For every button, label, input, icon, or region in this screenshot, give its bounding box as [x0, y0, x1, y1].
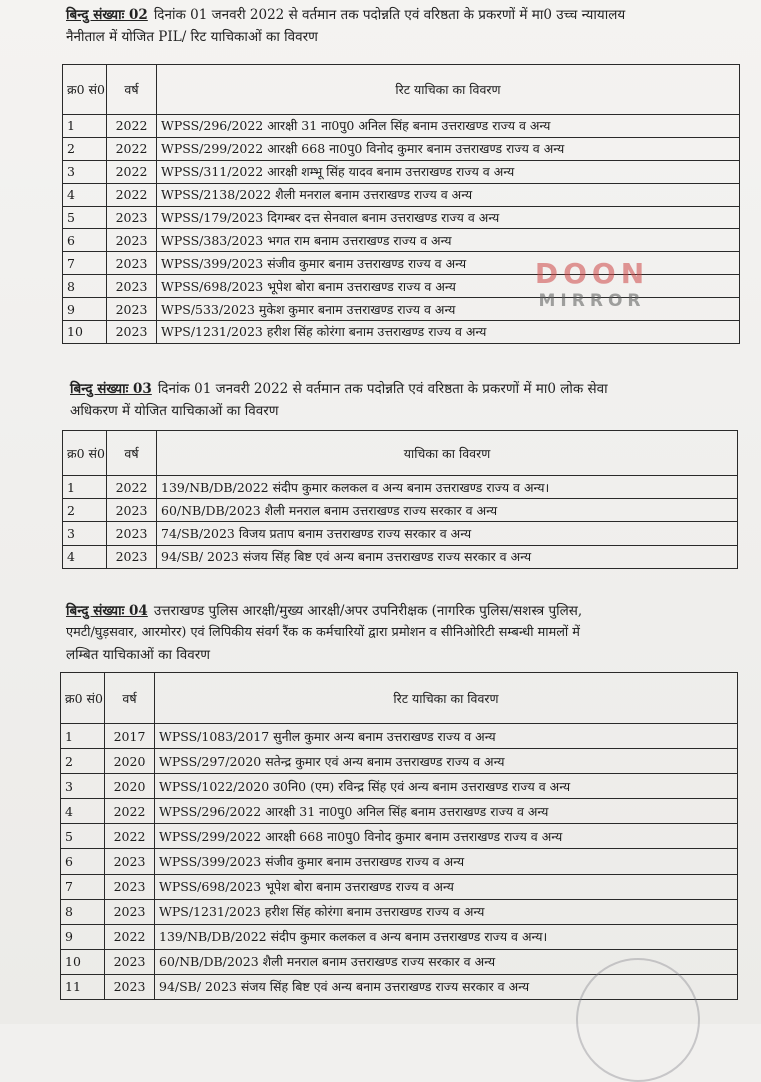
cell-year: 2023 [105, 874, 155, 899]
table-row [61, 924, 738, 949]
table-row [63, 137, 740, 160]
cell-description: 94/SB/ 2023 संजय सिंह बिष्ट एवं अन्य बनाम उत्तराखण्ड राज्य सरकार व अन्य [155, 974, 738, 999]
office-stamp [576, 958, 700, 1082]
cell-year: 2023 [105, 974, 155, 999]
table-header-row [61, 673, 738, 724]
table-row [63, 160, 740, 183]
table-row [61, 799, 738, 824]
cell-description: WPSS/299/2022 आरक्षी 668 ना0पु0 विनोद कुमार बनाम उत्तराखण्ड राज्य व अन्य [157, 137, 740, 160]
section-4-text-line3: लम्बित याचिकाओं का विवरण [66, 647, 211, 663]
table-row [63, 476, 738, 499]
table-row [63, 522, 738, 545]
section-2-text-line1: दिनांक 01 जनवरी 2022 से वर्तमान तक पदोन्नति एवं वरिष्ठता के प्रकरणों में मा0 उच्च न्यायालय [153, 7, 626, 23]
table-row [63, 183, 740, 206]
table-header-row [63, 65, 740, 115]
cell-description: 139/NB/DB/2022 संदीप कुमार कलकल व अन्य बनाम उत्तराखण्ड राज्य व अन्य। [155, 924, 738, 949]
table-row [61, 824, 738, 849]
cell-serial-number: 4 [63, 183, 107, 206]
header-description: रिट याचिका का विवरण [155, 673, 738, 724]
cell-serial-number: 1 [63, 476, 107, 499]
table-row [63, 206, 740, 229]
cell-serial-number: 10 [63, 321, 107, 344]
cell-description: WPS/1231/2023 हरीश सिंह कोरंगा बनाम उत्तराखण्ड राज्य व अन्य [157, 321, 740, 344]
header-description: रिट याचिका का विवरण [157, 65, 740, 115]
cell-description: WPSS/399/2023 संजीव कुमार बनाम उत्तराखण्ड राज्य व अन्य [157, 252, 740, 275]
header-serial-number: क्र0 सं0 [63, 65, 107, 115]
section-2-heading [66, 4, 625, 48]
section-4-label: बिन्दु संख्याः 04 [66, 603, 148, 619]
cell-serial-number: 7 [63, 252, 107, 275]
cell-serial-number: 10 [61, 949, 105, 974]
cell-serial-number: 1 [61, 724, 105, 749]
cell-description: WPS/1231/2023 हरीश सिंह कोरंगा बनाम उत्तराखण्ड राज्य व अन्य [155, 899, 738, 924]
cell-year: 2022 [105, 799, 155, 824]
section-3-table [62, 430, 738, 569]
cell-year: 2020 [105, 774, 155, 799]
cell-year: 2022 [107, 137, 157, 160]
watermark-line1: DOON [534, 257, 650, 290]
table-row [61, 874, 738, 899]
table-row [61, 899, 738, 924]
header-serial-number: क्र0 सं0 [63, 431, 107, 476]
cell-serial-number: 9 [61, 924, 105, 949]
cell-year: 2023 [107, 252, 157, 275]
cell-year: 2017 [105, 724, 155, 749]
cell-description: WPS/533/2023 मुकेश कुमार बनाम उत्तराखण्ड राज्य व अन्य [157, 298, 740, 321]
section-4-table [60, 672, 738, 1000]
cell-serial-number: 7 [61, 874, 105, 899]
cell-year: 2022 [105, 924, 155, 949]
cell-description: 139/NB/DB/2022 संदीप कुमार कलकल व अन्य बनाम उत्तराखण्ड राज्य व अन्य। [157, 476, 738, 499]
doon-mirror-watermark [527, 258, 657, 312]
table-row [61, 749, 738, 774]
cell-serial-number: 3 [63, 522, 107, 545]
table-row [63, 499, 738, 522]
cell-description: WPSS/399/2023 संजीव कुमार बनाम उत्तराखण्ड राज्य व अन्य [155, 849, 738, 874]
cell-year: 2023 [107, 298, 157, 321]
cell-serial-number: 8 [61, 899, 105, 924]
section-2-label: बिन्दु संख्याः 02 [66, 7, 148, 23]
cell-year: 2023 [105, 899, 155, 924]
cell-year: 2020 [105, 749, 155, 774]
cell-description: WPSS/698/2023 भूपेश बोरा बनाम उत्तराखण्ड राज्य व अन्य [155, 874, 738, 899]
cell-serial-number: 1 [63, 115, 107, 138]
cell-serial-number: 2 [63, 499, 107, 522]
cell-serial-number: 9 [63, 298, 107, 321]
cell-serial-number: 4 [63, 545, 107, 568]
table-row [61, 774, 738, 799]
cell-description: 74/SB/2023 विजय प्रताप बनाम उत्तराखण्ड राज्य सरकार व अन्य [157, 522, 738, 545]
cell-year: 2023 [107, 275, 157, 298]
cell-serial-number: 2 [61, 749, 105, 774]
cell-description: 60/NB/DB/2023 शैली मनराल बनाम उत्तराखण्ड राज्य सरकार व अन्य [157, 499, 738, 522]
watermark-line2: MIRROR [538, 291, 646, 311]
cell-year: 2023 [105, 849, 155, 874]
cell-year: 2023 [107, 206, 157, 229]
cell-serial-number: 4 [61, 799, 105, 824]
cell-year: 2022 [107, 183, 157, 206]
cell-year: 2022 [107, 160, 157, 183]
cell-serial-number: 5 [61, 824, 105, 849]
header-year: वर्ष [105, 673, 155, 724]
cell-serial-number: 2 [63, 137, 107, 160]
header-year: वर्ष [107, 431, 157, 476]
cell-year: 2023 [105, 949, 155, 974]
header-year: वर्ष [107, 65, 157, 115]
section-3-text-line1: दिनांक 01 जनवरी 2022 से वर्तमान तक पदोन्नति एवं वरिष्ठता के प्रकरणों में मा0 लोक सेवा [157, 381, 608, 397]
cell-description: WPSS/383/2023 भगत राम बनाम उत्तराखण्ड राज्य व अन्य [157, 229, 740, 252]
table-row [63, 115, 740, 138]
section-3-heading [70, 378, 608, 422]
cell-serial-number: 6 [61, 849, 105, 874]
cell-year: 2023 [107, 229, 157, 252]
cell-serial-number: 3 [63, 160, 107, 183]
table-row [63, 321, 740, 344]
cell-description: WPSS/296/2022 आरक्षी 31 ना0पु0 अनिल सिंह बनाम उत्तराखण्ड राज्य व अन्य [155, 799, 738, 824]
cell-description: WPSS/296/2022 आरक्षी 31 ना0पु0 अनिल सिंह बनाम उत्तराखण्ड राज्य व अन्य [157, 115, 740, 138]
cell-description: 94/SB/ 2023 संजय सिंह बिष्ट एवं अन्य बनाम उत्तराखण्ड राज्य सरकार व अन्य [157, 545, 738, 568]
cell-description: WPSS/311/2022 आरक्षी शम्भू सिंह यादव बनाम उत्तराखण्ड राज्य व अन्य [157, 160, 740, 183]
cell-year: 2023 [107, 321, 157, 344]
cell-serial-number: 5 [63, 206, 107, 229]
cell-description: WPSS/1022/2020 उ0नि0 (एम) रविन्द्र सिंह एवं अन्य बनाम उत्तराखण्ड राज्य व अन्य [155, 774, 738, 799]
header-description: याचिका का विवरण [157, 431, 738, 476]
section-3-label: बिन्दु संख्याः 03 [70, 381, 152, 397]
cell-description: WPSS/2138/2022 शैली मनराल बनाम उत्तराखण्ड राज्य व अन्य [157, 183, 740, 206]
section-3-text-line2: अधिकरण में योजित याचिकाओं का विवरण [70, 403, 279, 419]
cell-year: 2023 [107, 499, 157, 522]
cell-description: WPSS/1083/2017 सुनील कुमार अन्य बनाम उत्तराखण्ड राज्य व अन्य [155, 724, 738, 749]
cell-serial-number: 11 [61, 974, 105, 999]
table-header-row [63, 431, 738, 476]
table-row [63, 229, 740, 252]
cell-serial-number: 6 [63, 229, 107, 252]
section-4-heading [66, 600, 582, 666]
table-row [63, 545, 738, 568]
cell-year: 2023 [107, 522, 157, 545]
cell-description: WPSS/698/2023 भूपेश बोरा बनाम उत्तराखण्ड राज्य व अन्य [157, 275, 740, 298]
cell-year: 2022 [107, 476, 157, 499]
cell-year: 2023 [107, 545, 157, 568]
cell-description: WPSS/299/2022 आरक्षी 668 ना0पु0 विनोद कुमार बनाम उत्तराखण्ड राज्य व अन्य [155, 824, 738, 849]
cell-description: 60/NB/DB/2023 शैली मनराल बनाम उत्तराखण्ड राज्य सरकार व अन्य [155, 949, 738, 974]
header-serial-number: क्र0 सं0 [61, 673, 105, 724]
section-4-text-line2: एमटी/घुड़सवार, आरमोरर) एवं लिपिकीय संवर्ग रैंक क कर्मचारियों द्वारा प्रमोशन व सीनिओरिटी सम्बन्धी मामलों में [66, 625, 580, 640]
cell-year: 2022 [105, 824, 155, 849]
cell-description: WPSS/179/2023 दिगम्बर दत्त सेनवाल बनाम उत्तराखण्ड राज्य व अन्य [157, 206, 740, 229]
section-4-text-line1: उत्तराखण्ड पुलिस आरक्षी/मुख्य आरक्षी/अपर उपनिरीक्षक (नागरिक पुलिस/सशस्त्र पुलिस, [153, 603, 583, 619]
table-row [61, 724, 738, 749]
cell-serial-number: 3 [61, 774, 105, 799]
section-2-text-line2: नैनीताल में योजित PIL/ रिट याचिकाओं का विवरण [66, 29, 318, 45]
cell-year: 2022 [107, 115, 157, 138]
cell-description: WPSS/297/2020 सतेन्द्र कुमार एवं अन्य बनाम उत्तराखण्ड राज्य व अन्य [155, 749, 738, 774]
table-row [61, 849, 738, 874]
cell-serial-number: 8 [63, 275, 107, 298]
